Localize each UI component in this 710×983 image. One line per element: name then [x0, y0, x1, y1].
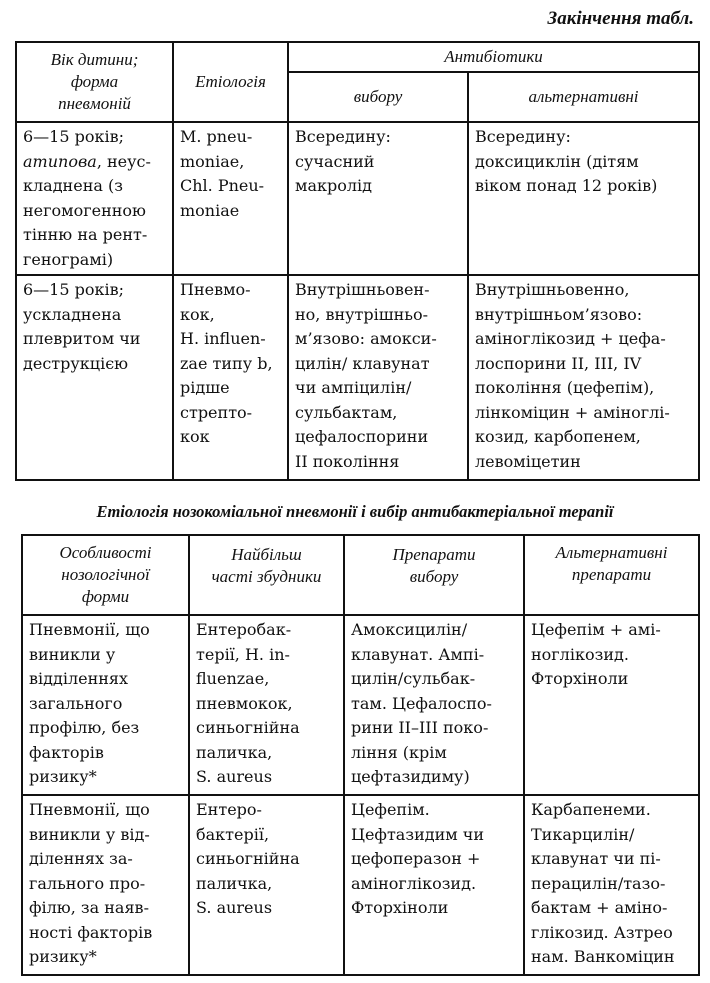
cell-age-form: 6—15 років; ускладнена плевритом чи деструкцією	[16, 275, 173, 480]
header-choice: вибору	[288, 72, 468, 122]
cell-alternative: Всередину: доксициклін (дітям віком понад 12 років)	[468, 122, 699, 275]
header-age-form: Вік дитини; форма пневмоній	[16, 42, 173, 122]
header-antibiotics: Антибіотики	[288, 42, 699, 72]
table-row	[16, 122, 699, 275]
cell-drugs-choice: Цефепім. Цефтазидим чи цефоперазон + аміноглікозид. Фторхіноли	[344, 795, 524, 975]
table-row	[22, 615, 699, 795]
cell-etiology: Пневмо- кок, H. influen- zae типу b, рідше стрепто- кок	[173, 275, 288, 480]
cell-pathogens: Ентеро- бактерії, синьогнійна паличка, S. aureus	[189, 795, 344, 975]
cell-alternative: Внутрішньовенно, внутрішньом’язово: аміноглікозид + цефа- лоспорини II, III, IV покоління (цефепім), лінкоміцин + аміноглі- козид, карбопенем, левоміцетин	[468, 275, 699, 480]
cell-choice: Внутрішньовен- но, внутрішньо- м’язово: амокси- цилін/ клавунат чи ампіцилін/ сульбактам, цефалоспорини II покоління	[288, 275, 468, 480]
header-etiology: Етіологія	[173, 42, 288, 122]
table-row	[22, 795, 699, 975]
table-row	[16, 275, 699, 480]
header-pathogens: Найбільш часті збудники	[189, 535, 344, 615]
table-nosocomial	[21, 534, 700, 976]
cell-pathogens: Ентеробак- терії, H. in- fluenzae, пневмокок, синьогнійна паличка, S. aureus	[189, 615, 344, 795]
cell-drugs-alt: Цефепім + амі- ноглікозид. Фторхіноли	[524, 615, 699, 795]
header-alternative: альтернативні	[468, 72, 699, 122]
cell-features: Пневмонії, що виникли у відділеннях загального профілю, без факторів ризику*	[22, 615, 189, 795]
cell-drugs-alt: Карбапенеми. Тикарцилін/ клавунат чи пі- перацилін/тазо- бактам + аміно- глікозид. Азтрео нам. Ванкоміцин	[524, 795, 699, 975]
table-antibiotics	[15, 41, 700, 481]
cell-drugs-choice: Амоксицилін/ клавунат. Ампі- цилін/сульбак- там. Цефалоспо- рини II–III поко- ління (крім цефтазидиму)	[344, 615, 524, 795]
cell-choice: Всередину: сучасний макролід	[288, 122, 468, 275]
continuation-title: Закінчення табл.	[547, 8, 694, 29]
table-caption: Етіологія нозокоміальної пневмонії і вибір антибактеріальної терапії	[96, 502, 614, 521]
cell-etiology: M. pneu- moniae, Chl. Pneu- moniae	[173, 122, 288, 275]
cell-features: Пневмонії, що виникли у від- діленнях за- гального про- філю, за наяв- ності факторів ризику*	[22, 795, 189, 975]
header-drugs-choice: Препарати вибору	[344, 535, 524, 615]
cell-age-form: 6—15 років; атипова, неус- кладнена (з негомогенною тінню на рент- генограмі)	[16, 122, 173, 275]
header-features: Особливості нозологічної форми	[22, 535, 189, 615]
header-drugs-alt: Альтернативні препарати	[524, 535, 699, 615]
